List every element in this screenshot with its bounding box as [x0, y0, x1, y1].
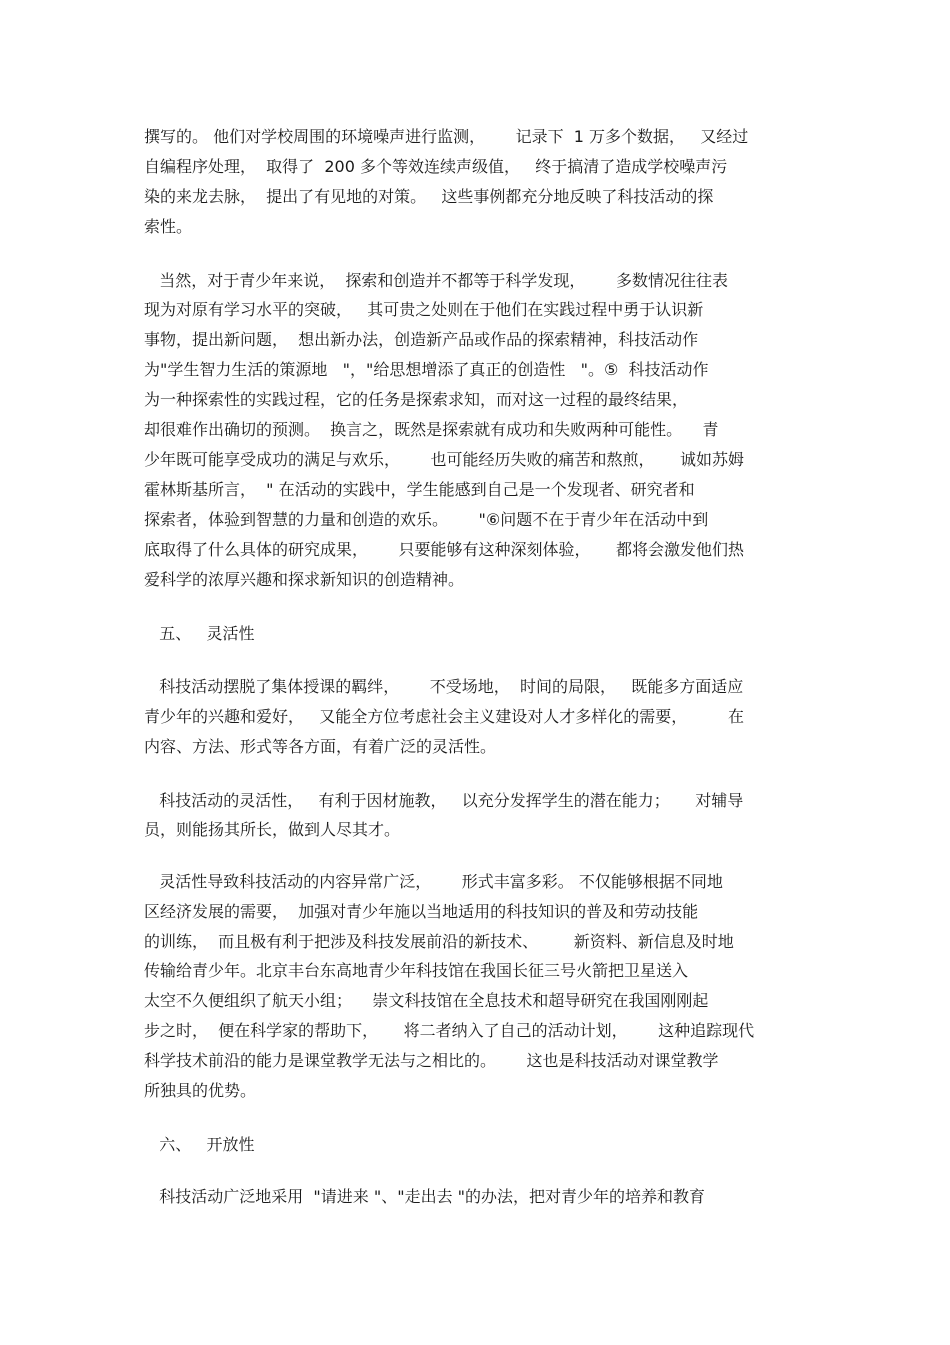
- text-line: 现为对原有学习水平的突破， 其可贵之处则在于他们在实践过程中勇于认识新: [144, 300, 704, 319]
- text-line: 索性。: [144, 217, 193, 236]
- text-line: 探索者，体验到智慧的力量和创造的欢乐。 "⑥问题不在于青少年在活动中到: [144, 510, 709, 529]
- text-line: 染的来龙去脉， 提出了有见地的对策。 这些事例都充分地反映了科技活动的探: [144, 187, 714, 206]
- text-line: 灵活性导致科技活动的内容异常广泛， 形式丰富多彩。 不仅能够根据不同地: [144, 872, 723, 891]
- text-line: 霍林斯基所言， " 在活动的实践中，学生能感到自己是一个发现者、研究者和: [144, 480, 695, 499]
- text-line: 区经济发展的需要， 加强对青少年施以当地适用的科技知识的普及和劳动技能: [144, 902, 699, 921]
- text-line: 爱科学的浓厚兴趣和探求新知识的创造精神。: [144, 570, 465, 589]
- text-line: 却很难作出确切的预测。 换言之，既然是探索就有成功和失败两种可能性。 青: [144, 420, 719, 439]
- text-line: 底取得了什么具体的研究成果， 只要能够有这种深刻体验， 都将会激发他们热: [144, 540, 744, 559]
- text-line: 传输给青少年。北京丰台东高地青少年科技馆在我国长征三号火箭把卫星送入: [144, 961, 689, 980]
- text-line: 为一种探索性的实践过程，它的任务是探索求知，而对这一过程的最终结果，: [144, 390, 689, 409]
- text-line: 撰写的。 他们对学校周围的环境噪声进行监测， 记录下 1 万多个数据， 又经过: [144, 127, 749, 146]
- text-line: 为"学生智力生活的策源地 "，"给思想增添了真正的创造性 "。⑤ 科技活动作: [144, 360, 709, 379]
- text-line: 太空不久便组织了航天小组； 崇文科技馆在全息技术和超导研究在我国刚刚起: [144, 991, 709, 1010]
- text-line: 青少年的兴趣和爱好， 又能全方位考虑社会主义建设对人才多样化的需要， 在: [144, 707, 744, 726]
- text-line: 科技活动摆脱了集体授课的羁绊， 不受场地， 时间的局限， 既能多方面适应: [144, 677, 744, 696]
- text-line: 所独具的优势。: [144, 1081, 257, 1100]
- text-line: 内容、方法、形式等各方面，有着广泛的灵活性。: [144, 737, 497, 756]
- section-heading-5: 五、 灵活性: [144, 624, 255, 643]
- text-line: 事物，提出新问题， 想出新办法，创造新产品或作品的探索精神，科技活动作: [144, 330, 699, 349]
- text-line: 步之时， 便在科学家的帮助下， 将二者纳入了自己的活动计划， 这种追踪现代: [144, 1021, 755, 1040]
- text-line: 科技活动的灵活性， 有利于因材施教， 以充分发挥学生的潜在能力； 对辅导: [144, 791, 744, 810]
- text-line: 少年既可能享受成功的满足与欢乐， 也可能经历失败的痛苦和熬煎， 诚如苏姆: [144, 450, 744, 469]
- text-line: 科技活动广泛地采用 "请进来 "、"走出去 "的办法，把对青少年的培养和教育: [144, 1187, 706, 1206]
- section-heading-6: 六、 开放性: [144, 1135, 255, 1154]
- text-line: 科学技术前沿的能力是课堂教学无法与之相比的。 这也是科技活动对课堂教学: [144, 1051, 719, 1070]
- text-line: 当然，对于青少年来说， 探索和创造并不都等于科学发现， 多数情况往往表: [144, 271, 728, 290]
- text-line: 的训练， 而且极有利于把涉及科技发展前沿的新技术、 新资料、新信息及时地: [144, 932, 734, 951]
- text-line: 员，则能扬其所长，做到人尽其才。: [144, 820, 401, 839]
- text-line: 自编程序处理， 取得了 200 多个等效连续声级值， 终于搞清了造成学校噪声污: [144, 157, 728, 176]
